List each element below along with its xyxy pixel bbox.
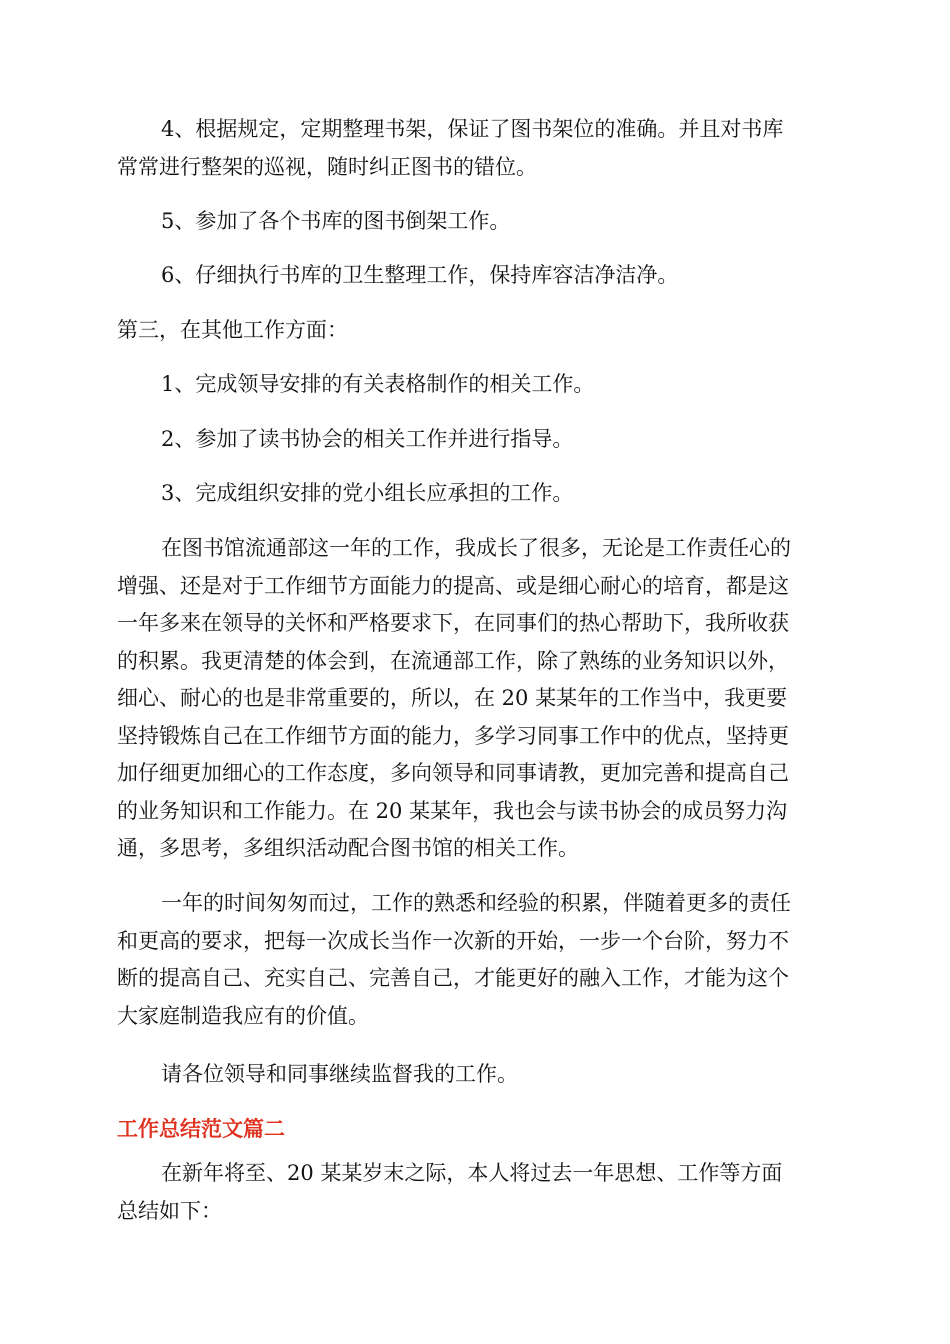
section3-item-3-text: 3、完成组织安排的党小组长应承担的工作。 — [161, 481, 574, 505]
time-line-4: 大家庭制造我应有的价值。 — [117, 1003, 369, 1028]
list-item-6 — [117, 257, 835, 295]
growth-line-6: 坚持锻炼自己在工作细节方面的能力，多学习同事工作中的优点，坚持更 — [117, 723, 789, 748]
list-item-5-line-1: 5、参加了各个书库的图书倒架工作。 — [161, 209, 511, 233]
section-3-title-text: 第三，在其他工作方面： — [117, 318, 348, 342]
time-line-3: 断的提高自己、充实自己、完善自己，才能更好的融入工作，才能为这个 — [117, 966, 789, 990]
growth-line-1: 在图书馆流通部这一年的工作，我成长了很多，无论是工作责任心的 — [161, 536, 791, 560]
intro-paragraph — [117, 1155, 835, 1230]
intro-line-1: 在新年将至、20 某某岁末之际，本人将过去一年思想、工作等方面 — [161, 1161, 783, 1185]
growth-line-4: 的积累。我更清楚的体会到，在流通部工作，除了熟练的业务知识以外， — [117, 648, 789, 673]
growth-line-9: 通，多思考，多组织活动配合图书馆的相关工作。 — [117, 836, 579, 860]
section3-item-1-text: 1、完成领导安排的有关表格制作的相关工作。 — [161, 372, 595, 396]
list-item-4-line-1: 4、根据规定，定期整理书架，保证了图书架位的准确。并且对书库 — [161, 117, 784, 141]
growth-line-5: 细心、耐心的也是非常重要的，所以，在 20 某某年的工作当中，我更要 — [117, 686, 788, 710]
time-line-2: 和更高的要求，把每一次成长当作一次新的开始，一步一个台阶，努力不 — [117, 928, 789, 953]
section3-item-2-text: 2、参加了读书协会的相关工作并进行指导。 — [161, 427, 574, 451]
intro-line-2: 总结如下： — [117, 1198, 222, 1223]
section-heading: 工作总结范文篇二 — [117, 1117, 285, 1141]
section-3-title — [117, 312, 835, 350]
list-item-6-line-1: 6、仔细执行书库的卫生整理工作，保持库容洁净洁净。 — [161, 263, 679, 287]
closing-text: 请各位领导和同事继续监督我的工作。 — [161, 1062, 518, 1086]
time-paragraph — [117, 885, 835, 1035]
closing-paragraph — [117, 1056, 835, 1094]
time-line-1: 一年的时间匆匆而过，工作的熟悉和经验的积累，伴随着更多的责任 — [161, 891, 791, 915]
growth-line-8: 的业务知识和工作能力。在 20 某某年，我也会与读书协会的成员努力沟 — [117, 798, 788, 823]
list-item-4-line-2: 常常进行整架的巡视，随时纠正图书的错位。 — [117, 154, 537, 179]
list-item-5 — [117, 203, 835, 241]
section3-item-1 — [117, 366, 835, 404]
list-item-4 — [117, 111, 835, 186]
growth-line-2: 增强、还是对于工作细节方面能力的提高、或是细心耐心的培育，都是这 — [117, 573, 789, 598]
section3-item-3 — [117, 475, 835, 513]
growth-line-7: 加仔细更加细心的工作态度，多向领导和同事请教，更加完善和提高自己 — [117, 761, 789, 785]
growth-line-3: 一年多来在领导的关怀和严格要求下，在同事们的热心帮助下，我所收获 — [117, 611, 789, 635]
growth-paragraph — [117, 530, 835, 868]
section3-item-2 — [117, 421, 835, 459]
